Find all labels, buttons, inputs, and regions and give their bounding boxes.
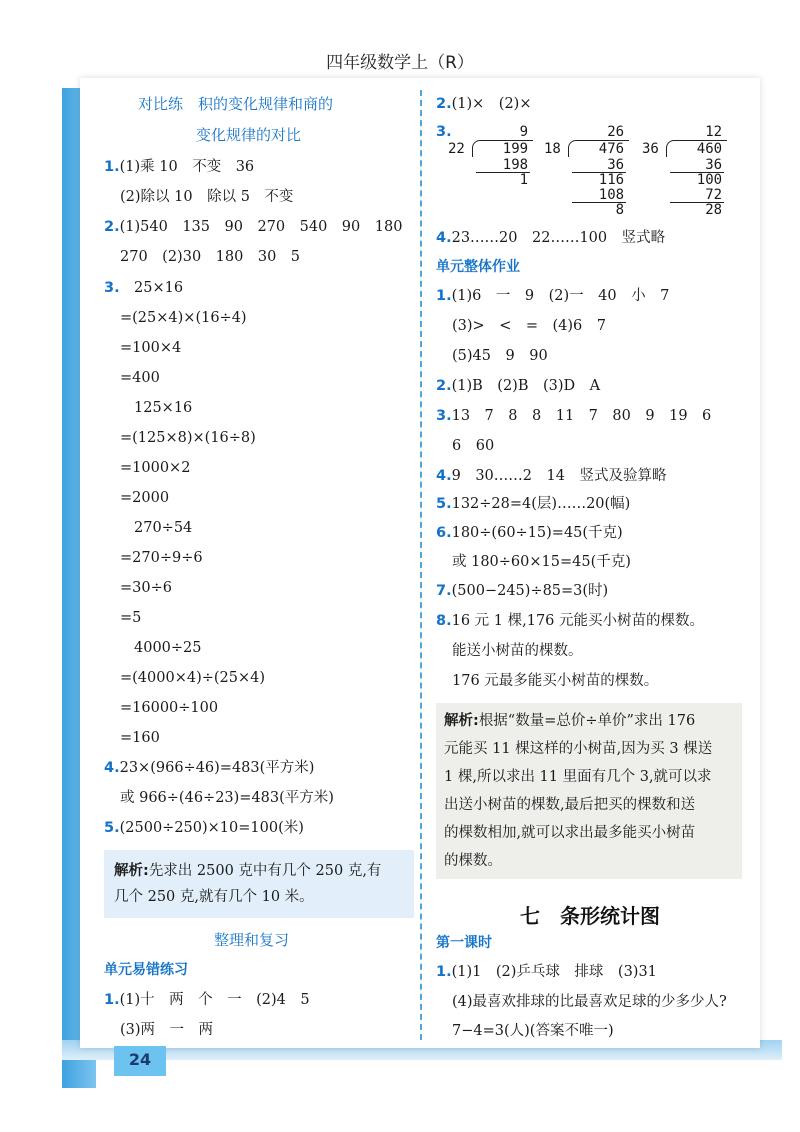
division-row: 72 [705, 187, 723, 203]
right-u8-line3: 176 元最多能买小树苗的棵数。 [452, 673, 659, 689]
division-quotient: 9 [519, 124, 529, 140]
right-u3-line2: 6 60 [452, 438, 495, 454]
left-q5-line [104, 818, 304, 838]
left-q1-line1 [104, 157, 254, 177]
division-row: 100 [696, 172, 723, 188]
right-u6-line1 [436, 523, 623, 543]
analysis-line1 [114, 858, 404, 884]
left-q2-line2: 270 (2)30 180 30 5 [120, 249, 301, 265]
analysis-label: 解析: [114, 863, 149, 879]
division-dividend: 476 [598, 141, 625, 157]
answer-text: (2500÷250)×10=100(米) [119, 820, 304, 836]
left-q1-line2: (2)除以 10 除以 5 不变 [120, 189, 294, 205]
q3-step-line: =400 [120, 370, 160, 386]
division-row: 1 [519, 172, 529, 188]
right-u1-line2: (3)> < = (4)6 7 [452, 318, 606, 334]
division-row: 36 [607, 157, 625, 173]
division-divisor: 36 [642, 141, 659, 157]
division-divisor: 22 [448, 141, 465, 157]
question-number: 8. [436, 613, 452, 629]
answer-text: (1)乘 10 不变 36 [119, 159, 255, 175]
question-number: 1. [436, 288, 452, 304]
left-analysis-box [104, 850, 414, 918]
page-number: 24 [114, 1046, 166, 1076]
left-title-line1: 对比练 积的变化规律和商的 [138, 95, 334, 113]
analysis-lines [444, 707, 734, 875]
right-u8-line2: 能送小树苗的棵数。 [452, 643, 583, 659]
question-number: 2. [436, 378, 452, 394]
analysis-line: 元能买 11 棵这样的小树苗,因为买 3 棵送 [444, 741, 713, 757]
question-number: 7. [436, 583, 452, 599]
question-number: 3. [104, 280, 120, 296]
division-row: 108 [598, 187, 625, 203]
right-u8-line1 [436, 611, 704, 631]
answer-text: 180÷(60÷15)=45(千克) [451, 525, 623, 541]
right-u1-line1 [436, 286, 669, 306]
page-header: 四年级数学上（R） [326, 53, 474, 73]
q3-step-line: =(4000×4)÷(25×4) [120, 670, 266, 686]
left-e1-line2: (3)两 一 两 [120, 1022, 214, 1038]
analysis-text: 先求出 2500 克中有几个 250 克,有 [148, 863, 382, 879]
q3-step-line: 4000÷25 [134, 640, 202, 656]
answer-text: 13 7 8 8 11 7 80 9 19 6 [451, 408, 712, 424]
answer-text: 132÷28=4(层)……20(幅) [451, 496, 631, 512]
question-number: 2. [104, 219, 120, 235]
analysis-text: 根据“数量=总价÷单价”求出 176 [478, 713, 696, 729]
question-number: 4. [436, 230, 452, 246]
division-quotient: 12 [705, 124, 723, 140]
left-q4-line1 [104, 758, 314, 778]
q3-step-line: =160 [120, 730, 160, 746]
answer-text: 9 30……2 14 竖式及验算略 [451, 468, 667, 484]
right-q3-number [436, 122, 452, 142]
answer-text: 16 元 1 棵,176 元能买小树苗的棵数。 [451, 613, 705, 629]
division-row: 198 [502, 157, 529, 173]
right-u4-line [436, 466, 666, 486]
q3-step-line: =16000÷100 [120, 700, 219, 716]
right-u5-line [436, 494, 630, 514]
answer-text: 23×(966÷46)=483(平方米) [119, 760, 315, 776]
q3-step-line: 25×16 [134, 280, 184, 296]
question-number: 1. [104, 159, 120, 175]
right-analysis-box [436, 703, 742, 879]
right-u1-line3: (5)45 9 90 [452, 348, 548, 364]
answer-text: (1)× (2)× [451, 96, 532, 112]
section-title: 整理和复习 [214, 931, 290, 949]
right-u2-line [436, 376, 600, 396]
left-title-line2: 变化规律的对比 [196, 126, 302, 144]
right-u7-line [436, 581, 608, 601]
q3-step-line: =100×4 [120, 340, 182, 356]
division-quotient: 26 [607, 124, 625, 140]
division-row: 28 [705, 202, 723, 218]
q3-step-line: =2000 [120, 490, 170, 506]
division-row: 36 [705, 157, 723, 173]
q3-step-line: =(25×4)×(16÷4) [120, 310, 247, 326]
right-subhead-unit: 单元整体作业 [436, 259, 520, 275]
analysis-line [444, 707, 734, 735]
q3-step-line: 270÷54 [134, 520, 193, 536]
analysis-line: 的棵数相加,就可以求出最多能买小树苗 [444, 825, 696, 841]
analysis-line2: 几个 250 克,就有几个 10 米。 [114, 889, 314, 905]
analysis-line: 出送小树苗的棵数,最后把买的棵数和送 [444, 797, 696, 813]
q3-step-line: =270÷9÷6 [120, 550, 203, 566]
answer-text: (1)十 两 个 一 (2)4 5 [119, 992, 310, 1008]
analysis-label: 解析: [444, 713, 479, 729]
right-q2-line [436, 94, 532, 114]
question-number: 1. [436, 964, 452, 980]
lesson-subhead: 第一课时 [436, 935, 492, 951]
division-divisor: 18 [544, 141, 561, 157]
left-e1-line1 [104, 990, 310, 1010]
question-number: 6. [436, 525, 452, 541]
q3-step-line: =30÷6 [120, 580, 172, 596]
division-row: 8 [615, 202, 625, 218]
analysis-line: 的棵数。 [444, 853, 502, 869]
right-c1-line1 [436, 962, 657, 982]
q3-step-line: 125×16 [134, 400, 193, 416]
division-dividend: 199 [502, 141, 529, 157]
chapter-title: 七 条形统计图 [520, 904, 660, 928]
left-q2-line1 [104, 217, 402, 237]
q3-step-line: =5 [120, 610, 142, 626]
analysis-line: 1 棵,所以求出 11 里面有几个 3,就可以求 [444, 769, 712, 785]
q3-step-line: =(125×8)×(16÷8) [120, 430, 256, 446]
division-dividend: 460 [696, 141, 723, 157]
question-number: 4. [436, 468, 452, 484]
question-number: 5. [104, 820, 120, 836]
question-number: 3. [436, 408, 452, 424]
right-u3-line1 [436, 406, 711, 426]
right-c1-line2: (4)最喜欢排球的比最喜欢足球的少多少人? [452, 994, 727, 1010]
column-divider [420, 90, 422, 1040]
answer-text: 23……20 22……100 竖式略 [451, 230, 666, 246]
question-number: 3. [436, 124, 452, 140]
answer-text: (1)1 (2)乒乓球 排球 (3)31 [451, 964, 657, 980]
question-number: 5. [436, 496, 452, 512]
left-q3-number [104, 278, 120, 298]
question-number: 1. [104, 992, 120, 1008]
right-q4-line [436, 228, 665, 248]
question-number: 4. [104, 760, 120, 776]
section-subhead: 单元易错练习 [104, 962, 188, 978]
q3-step-line: =1000×2 [120, 460, 191, 476]
answer-text: (500−245)÷85=3(时) [451, 583, 609, 599]
answer-text: (1)540 135 90 270 540 90 180 [119, 219, 403, 235]
left-q4-line2: 或 966÷(46÷23)=483(平方米) [120, 790, 334, 806]
right-u6-line2: 或 180÷60×15=45(千克) [452, 554, 631, 570]
division-row: 116 [598, 172, 625, 188]
answer-text: (1)6 一 9 (2)一 40 小 7 [451, 288, 670, 304]
question-number: 2. [436, 96, 452, 112]
right-c1-line3: 7−4=3(人)(答案不唯一) [452, 1023, 614, 1039]
answer-text: (1)B (2)B (3)D A [451, 378, 601, 394]
